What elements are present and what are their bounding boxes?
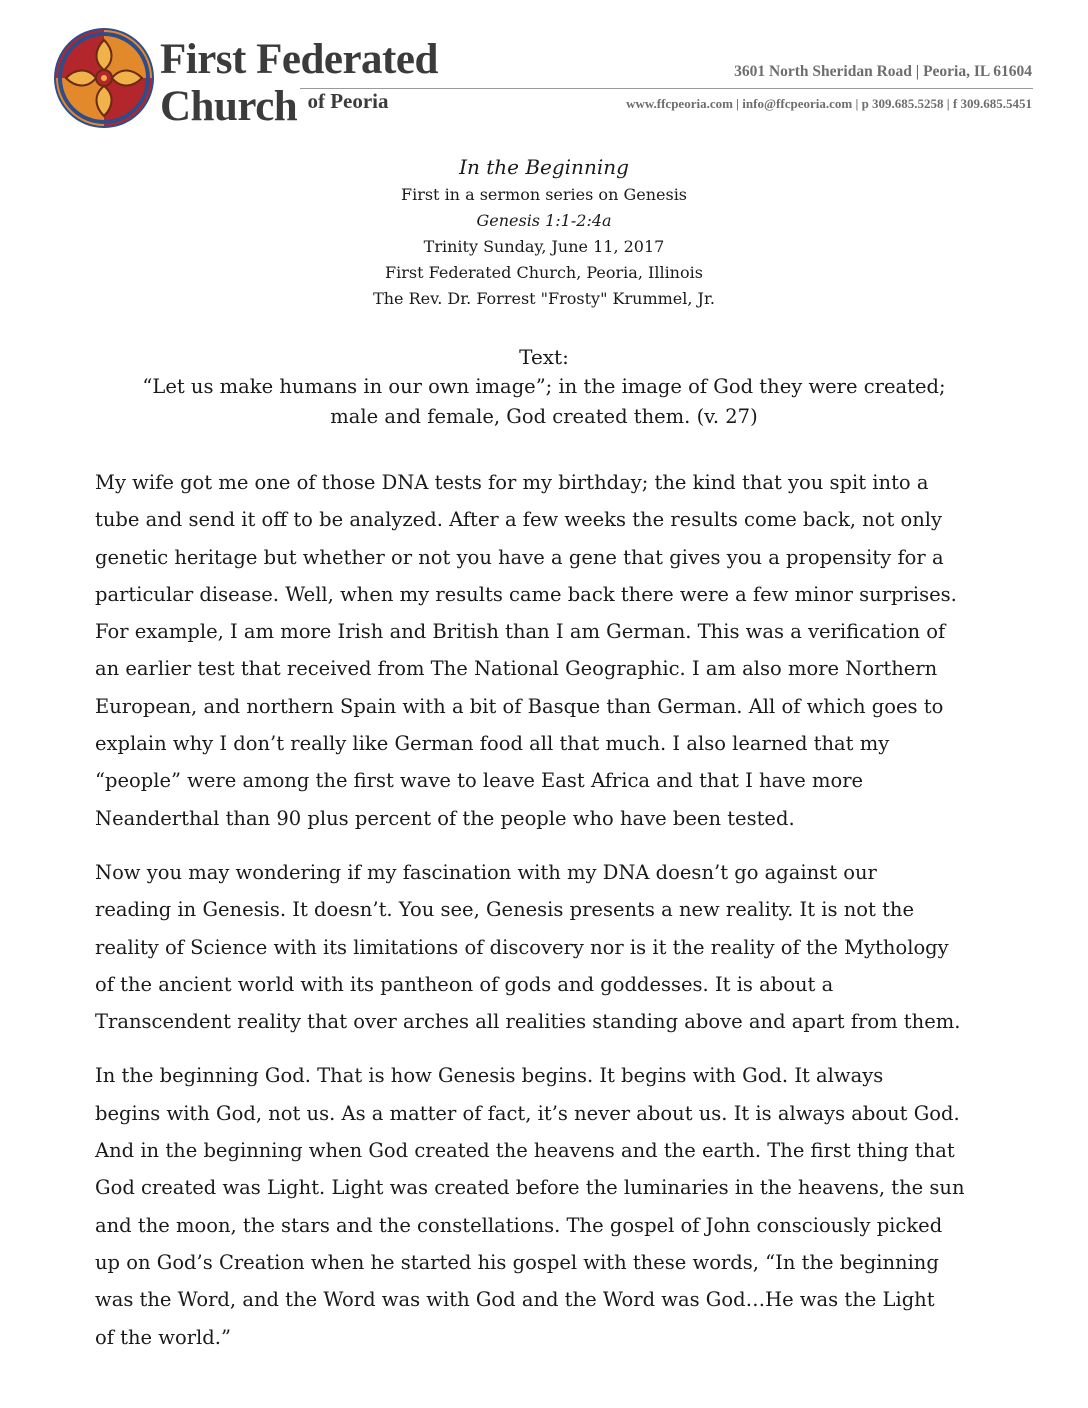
church-name xyxy=(160,36,438,130)
body-line: up on God’s Creation when he started his gospel with these words, “In the beginning xyxy=(95,1250,939,1274)
body-line: My wife got me one of those DNA tests for my birthday; the kind that you spit into a xyxy=(95,471,929,494)
body-line: And in the beginning when God created the heavens and the earth. The first thing that xyxy=(95,1139,955,1163)
text-quote-line1: “Let us make humans in our own image”; in the image of God they were created; xyxy=(142,375,946,398)
paragraph-3 xyxy=(95,1057,1000,1355)
body-line: reading in Genesis. It doesn’t. You see, Genesis presents a new reality. It is not the xyxy=(95,898,914,922)
body-line: genetic heritage but whether or not you have a gene that gives you a propensity for a xyxy=(95,545,944,569)
sermon-preacher: The Rev. Dr. Forrest "Frosty" Krummel, Jr. xyxy=(373,289,715,308)
body-line: particular disease. Well, when my results came back there were a few minor surprises. xyxy=(95,582,957,606)
church-address: 3601 North Sheridan Road | Peoria, IL 61604 xyxy=(734,63,1032,80)
letterhead xyxy=(0,0,1088,140)
body-line: an earlier test that received from The National Geographic. I am also more Northern xyxy=(95,657,938,681)
body-line: In the beginning God. That is how Genesis begins. It begins with God. It always xyxy=(95,1064,884,1088)
church-name-church: Church xyxy=(160,83,298,130)
church-contact: www.ffcpeoria.com | info@ffcpeoria.com | p 309.685.5258 | f 309.685.5451 xyxy=(626,96,1032,111)
church-name-line1: First Federated xyxy=(160,36,438,83)
body-line: reality of Science with its limitations of discovery nor is it the reality of the Mythology xyxy=(95,935,949,959)
body-line: European, and northern Spain with a bit of Basque than German. All of which goes to xyxy=(95,694,944,718)
body-line: was the Word, and the Word was with God and the Word was God…He was the Light xyxy=(95,1288,935,1312)
body-line: God created was Light. Light was created before the luminaries in the heavens, the sun xyxy=(95,1176,965,1200)
sermon-body xyxy=(95,464,1000,1373)
sermon-series: First in a sermon series on Genesis xyxy=(400,185,688,204)
body-line: begins with God, not us. As a matter of fact, it’s never about us. It is always about God. xyxy=(95,1101,960,1125)
sermon-date: Trinity Sunday, June 11, 2017 xyxy=(423,237,665,256)
body-line: of the world.” xyxy=(95,1325,231,1349)
body-line: For example, I am more Irish and British than I am German. This was a verification of xyxy=(95,620,946,644)
text-label: Text: xyxy=(519,345,569,369)
sermon-church: First Federated Church, Peoria, Illinois xyxy=(385,263,703,282)
paragraph-2 xyxy=(95,854,1000,1040)
body-line: Now you may wondering if my fascination with my DNA doesn’t go against our xyxy=(95,860,877,884)
sermon-text xyxy=(0,342,1088,432)
body-line: tube and send it off to be analyzed. After a few weeks the results come back, not only xyxy=(95,508,943,532)
paragraph-1 xyxy=(95,464,1000,837)
sermon-title: In the Beginning xyxy=(459,155,629,179)
sermon-scripture: Genesis 1:1-2:4a xyxy=(476,211,612,230)
body-line: explain why I don’t really like German food all that much. I also learned that my xyxy=(95,732,890,756)
body-line: Transcendent reality that over arches all realities standing above and apart from them. xyxy=(95,1010,961,1034)
text-quote-line2: male and female, God created them. (v. 27) xyxy=(330,405,758,428)
body-line: Neanderthal than 90 plus percent of the people who have been tested. xyxy=(95,806,795,830)
church-logo-icon xyxy=(52,26,156,130)
church-name-suffix: of Peoria xyxy=(307,89,389,113)
body-line: “people” were among the first wave to leave East Africa and that I have more xyxy=(95,769,864,793)
body-line: and the moon, the stars and the constellations. The gospel of John consciously picked xyxy=(95,1213,943,1237)
body-line: of the ancient world with its pantheon of gods and goddesses. It is about a xyxy=(95,972,834,996)
sermon-header xyxy=(0,152,1088,312)
letterhead-divider xyxy=(300,88,1033,89)
